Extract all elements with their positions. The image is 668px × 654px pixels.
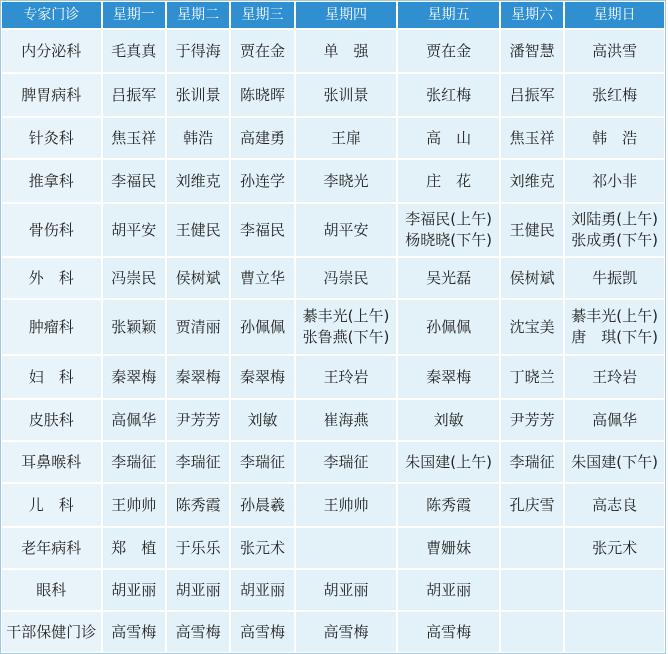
doctor-name: 胡亚丽 xyxy=(240,580,286,599)
doctor-name: 高雪梅 xyxy=(175,622,221,641)
doctor-cell xyxy=(397,159,500,203)
doctor-cell xyxy=(230,257,294,299)
doctor-cell xyxy=(102,483,166,527)
doctor-name: 胡平安 xyxy=(323,220,369,239)
header-day-6: 星期六 xyxy=(500,1,564,29)
doctor-cell xyxy=(102,203,166,257)
doctor-name: 胡平安 xyxy=(111,220,157,239)
doctor-cell xyxy=(295,441,398,483)
doctor-cell xyxy=(397,399,500,441)
doctor-name: 朱国建(下午) xyxy=(571,452,659,471)
doctor-name: 冯崇民 xyxy=(323,268,369,287)
doctor-name: 唐 琪(下午) xyxy=(571,328,659,346)
table-row xyxy=(1,399,665,441)
doctor-cell xyxy=(230,399,294,441)
department-cell: 耳鼻喉科 xyxy=(1,441,102,483)
doctor-name: 孙佩佩 xyxy=(426,317,472,336)
table-row xyxy=(1,29,665,73)
doctor-cell xyxy=(230,527,294,569)
doctor-cell xyxy=(295,399,398,441)
doctor-name: 沈宝美 xyxy=(509,317,555,336)
doctor-name: 李福民 xyxy=(240,220,286,239)
doctor-name: 杨晓晓(下午) xyxy=(405,231,492,249)
doctor-name: 张成勇(下午) xyxy=(571,231,659,249)
doctor-name: 牛振凯 xyxy=(592,268,638,287)
doctor-name: 王帅帅 xyxy=(111,495,157,514)
doctor-name: 刘陆勇(上午) xyxy=(571,210,659,228)
table-row xyxy=(1,159,665,203)
doctor-cell xyxy=(564,441,665,483)
department-cell: 皮肤科 xyxy=(1,399,102,441)
doctor-cell xyxy=(102,611,166,653)
doctor-name: 胡亚丽 xyxy=(111,580,157,599)
doctor-cell xyxy=(397,355,500,399)
doctor-cell xyxy=(230,73,294,117)
doctor-cell xyxy=(564,569,665,611)
doctor-cell xyxy=(102,441,166,483)
doctor-name: 侯树斌 xyxy=(175,268,221,287)
table-row xyxy=(1,73,665,117)
doctor-cell xyxy=(102,73,166,117)
doctor-name: 焦玉祥 xyxy=(509,128,555,147)
doctor-name: 秦翠梅 xyxy=(175,367,221,386)
header-day-2: 星期二 xyxy=(166,1,230,29)
doctor-cell xyxy=(564,355,665,399)
table-row xyxy=(1,257,665,299)
header-day-5: 星期五 xyxy=(397,1,500,29)
doctor-cell xyxy=(295,117,398,159)
doctor-name: 庄 花 xyxy=(426,171,472,190)
doctor-cell xyxy=(295,483,398,527)
doctor-name: 王玲岩 xyxy=(592,367,638,386)
doctor-cell xyxy=(500,527,564,569)
doctor-cell xyxy=(500,611,564,653)
header-day-4: 星期四 xyxy=(295,1,398,29)
doctor-name: 曹立华 xyxy=(240,268,286,287)
doctor-cell xyxy=(295,159,398,203)
doctor-cell xyxy=(564,73,665,117)
doctor-name: 李瑞征 xyxy=(111,452,157,471)
table-row xyxy=(1,611,665,653)
department-cell: 妇 科 xyxy=(1,355,102,399)
doctor-cell xyxy=(230,611,294,653)
doctor-cell xyxy=(564,117,665,159)
doctor-name: 胡亚丽 xyxy=(175,580,221,599)
doctor-name: 潘智慧 xyxy=(509,41,555,60)
department-cell: 外 科 xyxy=(1,257,102,299)
doctor-name: 高佩华 xyxy=(111,410,157,429)
doctor-name: 李晓光 xyxy=(323,171,369,190)
doctor-cell xyxy=(397,29,500,73)
doctor-name: 綦丰光(上午) xyxy=(302,307,390,325)
doctor-cell xyxy=(564,203,665,257)
doctor-cell xyxy=(102,399,166,441)
table-row xyxy=(1,527,665,569)
doctor-name: 张训景 xyxy=(175,85,221,104)
doctor-name: 陈秀霞 xyxy=(175,495,221,514)
doctor-name: 曹姗妹 xyxy=(426,538,472,557)
doctor-name: 崔海燕 xyxy=(323,410,369,429)
doctor-name: 郑 植 xyxy=(111,538,157,557)
schedule-header xyxy=(1,1,665,29)
doctor-cell xyxy=(295,355,398,399)
doctor-cell xyxy=(166,257,230,299)
doctor-name: 高志良 xyxy=(592,495,638,514)
doctor-cell xyxy=(500,441,564,483)
doctor-cell xyxy=(102,29,166,73)
doctor-name: 刘维克 xyxy=(509,171,555,190)
doctor-name: 于乐乐 xyxy=(175,538,221,557)
doctor-cell xyxy=(102,355,166,399)
doctor-cell xyxy=(166,611,230,653)
department-cell: 老年病科 xyxy=(1,527,102,569)
doctor-cell xyxy=(166,29,230,73)
doctor-name: 秦翠梅 xyxy=(240,367,286,386)
department-cell: 肿瘤科 xyxy=(1,299,102,355)
doctor-cell xyxy=(230,117,294,159)
doctor-cell xyxy=(102,159,166,203)
doctor-cell xyxy=(500,299,564,355)
doctor-name: 贾在金 xyxy=(426,41,472,60)
doctor-name: 张颖颖 xyxy=(111,317,157,336)
doctor-name: 尹芳芳 xyxy=(175,410,221,429)
doctor-cell xyxy=(102,569,166,611)
header-day-7: 星期日 xyxy=(564,1,665,29)
doctor-name: 朱国建(上午) xyxy=(405,452,492,471)
doctor-cell xyxy=(564,29,665,73)
doctor-name: 单 强 xyxy=(323,41,369,60)
doctor-name: 尹芳芳 xyxy=(509,410,555,429)
doctor-cell xyxy=(166,117,230,159)
header-row xyxy=(1,1,665,29)
doctor-name: 李瑞征 xyxy=(240,452,286,471)
doctor-name: 祁小非 xyxy=(592,171,638,190)
doctor-cell xyxy=(166,441,230,483)
doctor-cell xyxy=(230,29,294,73)
department-cell: 推拿科 xyxy=(1,159,102,203)
doctor-name: 孙佩佩 xyxy=(240,317,286,336)
schedule-body xyxy=(1,29,665,653)
department-cell: 眼科 xyxy=(1,569,102,611)
doctor-cell xyxy=(564,483,665,527)
doctor-name: 冯崇民 xyxy=(111,268,157,287)
doctor-cell xyxy=(500,257,564,299)
doctor-cell xyxy=(500,117,564,159)
doctor-cell xyxy=(166,73,230,117)
doctor-cell xyxy=(166,355,230,399)
doctor-name: 焦玉祥 xyxy=(111,128,157,147)
doctor-name: 韩浩 xyxy=(183,128,214,147)
doctor-name: 陈晓晖 xyxy=(240,85,286,104)
doctor-cell xyxy=(397,299,500,355)
doctor-cell xyxy=(230,299,294,355)
doctor-cell xyxy=(397,611,500,653)
doctor-cell xyxy=(166,569,230,611)
doctor-cell xyxy=(166,399,230,441)
doctor-cell xyxy=(500,29,564,73)
doctor-name: 王健民 xyxy=(175,220,221,239)
doctor-name: 高佩华 xyxy=(592,410,638,429)
doctor-name: 贾清丽 xyxy=(175,317,221,336)
doctor-name: 丁晓兰 xyxy=(509,367,555,386)
doctor-cell xyxy=(397,527,500,569)
doctor-cell xyxy=(230,569,294,611)
doctor-name: 孔庆雪 xyxy=(509,495,555,514)
doctor-cell xyxy=(230,483,294,527)
doctor-cell xyxy=(397,569,500,611)
doctor-name: 张红梅 xyxy=(592,85,638,104)
doctor-cell xyxy=(295,611,398,653)
doctor-name: 张元术 xyxy=(240,538,286,557)
doctor-name: 孙连学 xyxy=(240,171,286,190)
header-day-3: 星期三 xyxy=(230,1,294,29)
doctor-name: 吕振军 xyxy=(509,85,555,104)
doctor-name: 王玲岩 xyxy=(323,367,369,386)
doctor-name: 高雪梅 xyxy=(240,622,286,641)
doctor-name: 高洪雪 xyxy=(592,41,638,60)
doctor-name: 张元术 xyxy=(592,538,638,557)
doctor-name: 吕振军 xyxy=(111,85,157,104)
doctor-name: 王健民 xyxy=(509,220,555,239)
doctor-name: 高雪梅 xyxy=(111,622,157,641)
doctor-cell xyxy=(397,203,500,257)
doctor-name: 毛真真 xyxy=(111,41,157,60)
table-row xyxy=(1,117,665,159)
doctor-cell xyxy=(500,159,564,203)
table-row xyxy=(1,203,665,257)
doctor-cell xyxy=(295,569,398,611)
doctor-cell xyxy=(166,527,230,569)
doctor-cell xyxy=(295,257,398,299)
doctor-name: 侯树斌 xyxy=(509,268,555,287)
doctor-name: 高 山 xyxy=(426,128,472,147)
doctor-name: 吴光磊 xyxy=(426,268,472,287)
doctor-cell xyxy=(500,483,564,527)
doctor-cell xyxy=(230,203,294,257)
doctor-cell xyxy=(397,483,500,527)
doctor-cell xyxy=(230,355,294,399)
doctor-cell xyxy=(166,299,230,355)
doctor-name: 孙晨羲 xyxy=(240,495,286,514)
doctor-cell xyxy=(397,73,500,117)
doctor-name: 高雪梅 xyxy=(323,622,369,641)
doctor-name: 李福民 xyxy=(111,171,157,190)
department-cell: 针灸科 xyxy=(1,117,102,159)
doctor-cell xyxy=(295,203,398,257)
doctor-cell xyxy=(500,355,564,399)
doctor-name: 张鲁燕(下午) xyxy=(302,328,390,346)
doctor-cell xyxy=(230,441,294,483)
doctor-cell xyxy=(102,257,166,299)
doctor-name: 陈秀霞 xyxy=(426,495,472,514)
doctor-name: 胡亚丽 xyxy=(426,580,472,599)
doctor-name: 李福民(上午) xyxy=(405,210,492,228)
table-row xyxy=(1,441,665,483)
table-row xyxy=(1,299,665,355)
doctor-cell xyxy=(295,29,398,73)
doctor-cell xyxy=(564,527,665,569)
doctor-cell xyxy=(102,117,166,159)
doctor-name: 于得海 xyxy=(175,41,221,60)
doctor-cell xyxy=(166,159,230,203)
doctor-cell xyxy=(397,117,500,159)
doctor-name: 王帅帅 xyxy=(323,495,369,514)
doctor-cell xyxy=(102,527,166,569)
doctor-cell xyxy=(230,159,294,203)
doctor-name: 綦丰光(上午) xyxy=(571,307,659,325)
doctor-cell xyxy=(295,527,398,569)
doctor-cell xyxy=(166,203,230,257)
doctor-name: 李瑞征 xyxy=(175,452,221,471)
doctor-cell xyxy=(564,257,665,299)
header-department: 专家门诊 xyxy=(1,1,102,29)
header-day-1: 星期一 xyxy=(102,1,166,29)
doctor-name: 李瑞征 xyxy=(509,452,555,471)
doctor-cell xyxy=(500,399,564,441)
department-cell: 脾胃病科 xyxy=(1,73,102,117)
doctor-name: 刘敏 xyxy=(247,410,278,429)
doctor-cell xyxy=(397,257,500,299)
doctor-cell xyxy=(295,299,398,355)
doctor-name: 韩 浩 xyxy=(592,128,638,147)
doctor-cell xyxy=(500,569,564,611)
doctor-cell xyxy=(500,73,564,117)
doctor-cell xyxy=(564,299,665,355)
doctor-name: 李瑞征 xyxy=(323,452,369,471)
doctor-name: 高雪梅 xyxy=(426,622,472,641)
department-cell: 儿 科 xyxy=(1,483,102,527)
doctor-cell xyxy=(295,73,398,117)
doctor-cell xyxy=(564,159,665,203)
doctor-cell xyxy=(397,441,500,483)
doctor-name: 贾在金 xyxy=(240,41,286,60)
doctor-name: 刘敏 xyxy=(433,410,464,429)
doctor-name: 胡亚丽 xyxy=(323,580,369,599)
department-cell: 骨伤科 xyxy=(1,203,102,257)
department-cell: 干部保健门诊 xyxy=(1,611,102,653)
doctor-name: 张红梅 xyxy=(426,85,472,104)
doctor-name: 秦翠梅 xyxy=(426,367,472,386)
doctor-name: 秦翠梅 xyxy=(111,367,157,386)
doctor-name: 王扉 xyxy=(331,128,362,147)
doctor-cell xyxy=(564,611,665,653)
doctor-cell xyxy=(102,299,166,355)
doctor-cell xyxy=(166,483,230,527)
doctor-cell xyxy=(564,399,665,441)
department-cell: 内分泌科 xyxy=(1,29,102,73)
doctor-cell xyxy=(500,203,564,257)
doctor-name: 刘维克 xyxy=(175,171,221,190)
table-row xyxy=(1,569,665,611)
table-row xyxy=(1,483,665,527)
doctor-name: 张训景 xyxy=(323,85,369,104)
table-row xyxy=(1,355,665,399)
doctor-name: 高建勇 xyxy=(240,128,286,147)
